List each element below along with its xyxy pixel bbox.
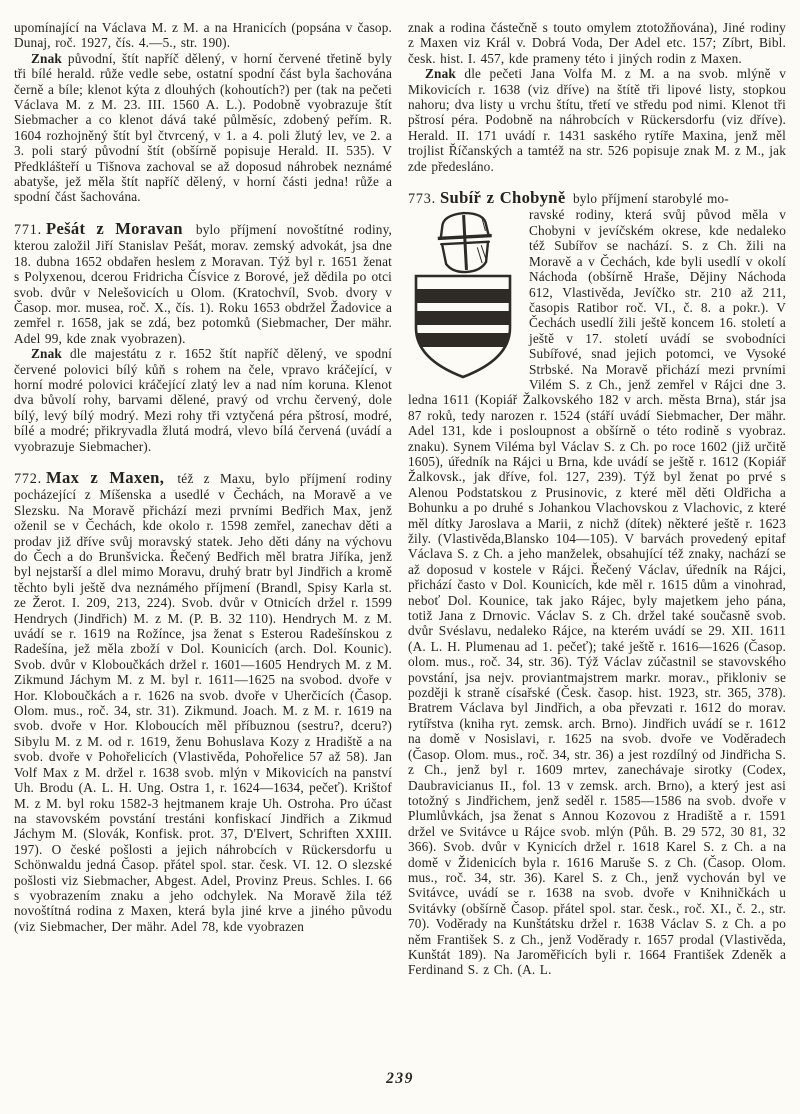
text-columns [14, 20, 786, 978]
entry-heading [408, 190, 786, 207]
znak-paragraph [408, 66, 786, 174]
entry-title: Pešát z Moravan [46, 218, 183, 238]
continuation-paragraph [14, 20, 392, 51]
paragraph-text: ravské rodiny, která svůj původ měla v Chobyni v jevíčském okrese, kde nedaleko též Subířov se nachází. S. z Ch. žili na Moravě a v Čechách, kde byli usedlí v okolí Náchoda (obšírně Hraše, Dějiny Náchoda 612, Vlastivěda, Jevíčko str. 210 až 211, časopis Ratibor roč. VI., č. 8. a pokr.). V Čechách usedlí žili ještě koncem 16. století a ještě v 17. století uvádí se svobodníci Subířové, snad jejich potomci, ve Vysoké Strbské. Na Moravě přichází mezi prvními Vilém S. z Ch., jenž zemřel v Rájci dne 3. ledna 1611 (Kopiář Žalkovského 182 v arch. města Brna), stár jsa 87 roků, tedy narozen r. 1524 (stáří uvádí Siebmacher, Der mähr. Adel 131, kde i posloupnost a obšírně o této rodině s vyobraz. znaku). Synem Viléma byl Václav S. z Ch. po roce 1602 (již určitě 1605), úředník na Rájci u Brna, kde uvádí se ještě r. 1612 (Kopiář Žalkovsk., jak dříve, fol. 127, 239). Týž byl ženat po prvé s Alenou Podstatskou z Prusinovic, z které měl děti Oldřicha a Bohunku a po druhé s Johankou Vlachovskou z Vlachovic, z které měl dítky Jaroslava a Marii, z nichž (dítek) některé ještě r. 1623 žily. (Vlastivěda,Blansko 104—105). V barvách provedený epitaf Václava S. z Ch. a jeho manželek, obsahující též znaky, nachází se až doposud v kostele v Rájci. Řečený Václav, úředník na Rájci, přichází často v Dol. Kounicích, kde měl r. 1615 dům a vinohrad, neboť Dol. Kounice, tak jako Rájec, byly majetkem jeho pána, totiž Jana z Drnovic. Václav S. z Ch. držel také současně svob. dvůr Svéslavu, nedaleko Rájce, na kterém uvádí se 29. XII. 1611 (A. L. H. Plumenau ad 1. pečeť); také ještě r. 1616—1626 (Časop. olom. mus., roč. 34, str. 36). Týž Václav zúčastnil se stavovského povstání, jsa nejv. proviantmajstrem markr. morav., přikloniv se později k straně císařské (Česk. časop. hist. 1923, str. 365, 378). Bratrem Václava byl Jindřich, a oba převzati r. 1612 do morav. rytířstva (kniha ryt. zemsk. arch. Brno). Jindřich uvádí se r. 1612 na domě v Nosislavi, r. 1625 na svob. dvoře ve Voděradech (Časop. Olom. mus., roč. 34, str. 36) a jest rozdílný od Jindřicha S. z Ch., jenž byl r. 1609 mrtev, zanechávaje sirotky (Codex, Daubravicianus II., fol. 13 v zemsk. arch. Brno), a který jest asi totožný s Jindřichem, jenž seděl r. 1585—1586 na svob. dvoře v Plumlůvkách, jsa ženat s Annou Kozovou z Hradiště a r. 1591 držel ve Svitávce u Rájce svob. mlýn (Půh. B. 29 572, 30 81, 32 366). Svob. dvůr v Kynicích držel r. 1618 Karel S. z Ch. a na domě v Židenicích byla r. 1616 Maruše S. z Ch. (Časop. Olom. mus., roč. 34, str. 36). Karel S. z Ch., jenž vychován byl ve Svitávce, uvádí se r. 1638 na svob. dvoře v Knihničkách u Svitávky (obšírně Časop. přátel spol. star. česk., roč. XI., č. 2., str. 70). Voděrady na Kunštátsku držel r. 1638 Václav S. z Ch. a po něm František S. z Ch., jenž Voděrady r. 1657 prodal (Vlastivěda, Kunštát 189). Na Jaroměřicích byli r. 1664 František Zdeněk a Ferdinand S. z Ch. (A. L. [408, 207, 786, 978]
entry-body [408, 207, 786, 977]
paragraph-text: dle pečeti Jana Volfa M. z M. a na svob. mlýně v Mikovicích r. 1638 (viz dříve) na štítě tři lipové listy, stopkou nahoru; dva listy u vrchu štítu, třetí ve středu pod nimi. Klenot tři pštrosí péra. Podobně na náhrobcích v Rückersdorfu (viz dříve). Herald. II. 171 uvádí r. 1431 saského rytíře Maxina, jenž měl trojlist Říčanských a tamtéž na str. 526 popisuje znak M. z M., jak zde předesláno. [408, 66, 786, 174]
znak-lead: Znak [31, 346, 62, 362]
entry-title: Max z Maxen, [46, 467, 165, 487]
paragraph-text: dle majestátu z r. 1652 štít napříč dělený, ve spodní červené polovici bílý kůň s rohem na čele, vpravo kráčející, v horní modré polovici kráčející zlatý lev a nad ním koruna. Klenot dva bůvolí rohy, barvami dělené, pravý od vrchu červený, dole bílý, levý bílý modrý. Mezi rohy tři vztyčená péra pštrosí, modré, bílé a modré; přikryvadla žlutá modrá, vlevo bílá červená (uvádí a vyobrazuje Siebmacher). [14, 346, 392, 454]
left-column [14, 20, 392, 978]
entry-773 [408, 190, 786, 978]
znak-lead: Znak [31, 50, 62, 66]
entry-title: Subíř z Chobyně [440, 188, 566, 208]
paragraph-text: též z Maxu, bylo příjmení rodiny pocházející z Míšenska a usedlé v Čechách, na Moravě a ve Slezsku. Na Moravě přichází mezi prvními Bedřich Max, jenž oženil se v Čechách, kde okolo r. 1598 zemřel, zanechav děti a prodav již dříve svůj moravský statek. Jeho děti dány na výchovu do Čech a do Brunšvicka. Řečený Bedřich měl bratra Jiříka, jenž byl nejstarší a dlel mimo Moravu, druhý bratr byl Jindřich a kromě těchto byli ještě dva neznámého příjmení (Brandl, Spisy Karla st. ze Žerot. I. 209, 213, 224). Svob. dvůr v Otnicích držel r. 1599 Hendrych (Jindřich) M. z M. (P. B. 32 110). Hendrych M. z M. uvádí se r. 1619 na Rožínce, jsa ženat s Esterou Radešínskou z Radešína, jež měla zboží v Dol. Kounicích (arch. Dol. Kounic). Svob. dvůr v Kloboučkách držel r. 1601—1605 Hendrych M. z M. Zikmund Jáchym M. z M. byl r. 1611—1625 na svobod. dvoře v Hor. Kloboučkách a r. 1626 na svob. dvoře v Uherčicích (Časop. Olom. mus., roč. 34, str. 31). Zikmund. Joach. M. z M. r. 1619 na svob. dvoře v Hor. Kloboucích měl příbuznou (sestru?, dceru?) Sibylu M. z M. od r. 1619, ženu Bohuslava Kozy z Hradiště a na svob. dvoře v Pohořelicích (Vlastivěda, Pohořelice 57 až 58). Jan Volf Max z M. držel r. 1638 svob. mlýn v Mikovicích na panství Uh. Brodu (A. L. H. Ung. Ostra 1, r. 1624—1634, pečeť). Krištof M. z M. byl roku 1582-3 hejtmanem kraje Uh. Ostroha. Pro účast na stavovském povstání trestáni konfiskací Jindřich a Zikmud Jáchym M. (Slovák, Konfisk. prot. 37, D'Elvert, Schriften XXIII. 197). O české pošlosti a jejich náhrobcích v Rückersdorfu u Schönwaldu jedná Časop. přátel spol. star. česk. VI. 12. O slezské pošlosti viz Siebmacher, Abgest. Adel, Provinz Preus. Schles. I. 66 s vyobrazením znaku a jeho odchylek. Na Moravě žila též novoštítná rodina z Maxen, která byla jiné krve a jiného původu (viz Siebmacher, Der mähr. Adel 78, kde vyobrazen [14, 470, 392, 934]
right-column [408, 20, 786, 978]
entry-number: 773. [408, 191, 437, 208]
paragraph-text: znak a rodina částečně s touto omylem ztotožňována), Jiné rodiny z Maxen viz Král v. Dobrá Voda, Der Adel etc. 157; Zíbrt, Bibl. česk. hist. I. 457, kde prameny této i jiných rodin z Maxen. [408, 20, 786, 66]
entry-772 [14, 467, 392, 934]
entry-number: 771. [14, 221, 43, 238]
paragraph-text: bylo příjmení starobylé mo- [568, 191, 729, 207]
znak-paragraph [14, 51, 392, 205]
coat-of-arms-icon [411, 210, 515, 380]
znak-lead: Znak [425, 66, 456, 82]
znak-paragraph [14, 346, 392, 454]
paragraph-text: upomínající na Václava M. z M. a na Hranicích (popsána v časop. Dunaj, roč. 1927, čís. 4.—5., str. 190). [14, 20, 392, 51]
page-number: 239 [386, 1070, 414, 1087]
entry-771 [14, 218, 392, 346]
entry-number: 772. [14, 470, 43, 487]
continuation-paragraph [408, 20, 786, 66]
paragraph-text: bylo příjmení novoštítné rodiny, kterou založil Jiří Stanislav Pešát, morav. zemský advokát, jsa dne 18. dubna 1652 obdařen heslem z Moravan. Týž byl r. 1651 ženat s Polyxenou, dcerou Fridricha Čísvice z Borové, jež dědila po otci svob. dvůr v Nelešovicích u Olom. (Kratochvíl, Svob. dvory v Časop. mor. musea, roč. X., čís. 1). Roku 1653 obdržel Žadovice a zemřel r. 1658, jak se zdá, bez potomků (Siebmacher, Der mähr. Adel 99, kde znak vyobrazen). [14, 221, 392, 346]
paragraph-text: původní, štít napříč dělený, v horní červené třetině byly tři bílé herald. růže vedle sebe, ostatní spodní část byla šachována černě a bíle; klenot kýta z dlouhých (kohoutích?) per (tak na pečeti Václava M. z M. 23. III. 1560 A. L.). Podobně vyobrazuje štít Siebmacher a co klenot dává také půlměsíc, zdobený peřím. R. 1604 rozhojněný štít byl čtvrcený, v 1. a 4. poli žlutý lev, ve 2. a 3. poli starý původní štít (obšírně popisuje Herald. II. 535). V Předklášteří u Tišnova zachoval se až doposud náhrobek neznámé abatyše, jež měla štít napříč dělený, v horní části jedna! růže a spodní část šachována. [14, 50, 392, 205]
